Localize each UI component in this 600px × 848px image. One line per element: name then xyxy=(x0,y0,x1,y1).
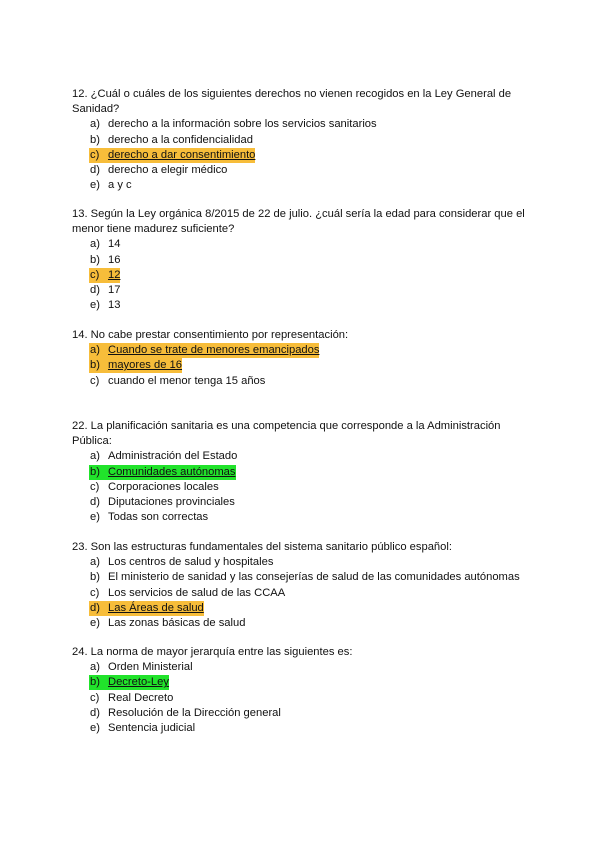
option-label: derecho a elegir médico xyxy=(108,163,228,176)
options-list xyxy=(72,237,532,313)
option-letter: e) xyxy=(90,299,100,312)
question-22 xyxy=(72,419,532,525)
option-letter: a) xyxy=(90,556,100,569)
question-23 xyxy=(72,540,532,631)
option-label: 14 xyxy=(108,238,121,251)
answer-highlight xyxy=(89,148,255,163)
option-label: Los centros de salud y hospitales xyxy=(108,556,274,569)
option-label: Las Áreas de salud xyxy=(108,601,204,614)
option-label: Corporaciones locales xyxy=(108,480,219,493)
option-letter: c) xyxy=(90,691,100,704)
option-item xyxy=(72,268,532,283)
option-letter: d) xyxy=(90,495,100,508)
option-item xyxy=(72,495,532,510)
option-letter: e) xyxy=(90,511,100,524)
option-letter: a) xyxy=(90,238,100,251)
option-label: Diputaciones provinciales xyxy=(108,495,235,508)
option-label: Los servicios de salud de las CCAA xyxy=(108,586,286,599)
option-item xyxy=(72,163,532,178)
option-letter: a) xyxy=(90,450,100,463)
option-item xyxy=(72,570,532,585)
option-label: Sentencia judicial xyxy=(108,721,196,734)
option-item xyxy=(72,449,532,464)
option-label: Real Decreto xyxy=(108,691,174,704)
option-letter: b) xyxy=(90,253,100,266)
option-label: Resolución de la Dirección general xyxy=(108,706,281,719)
option-letter: c) xyxy=(90,586,100,599)
option-letter: b) xyxy=(90,359,100,372)
question-text: 23. Son las estructuras fundamentales del sistema sanitario público español: xyxy=(72,541,452,553)
option-label: derecho a la confidencialidad xyxy=(108,133,253,146)
answer-highlight xyxy=(89,675,169,690)
option-letter: b) xyxy=(90,133,100,146)
question-12 xyxy=(72,87,532,193)
option-letter: d) xyxy=(90,706,100,719)
option-item xyxy=(72,117,532,132)
option-item xyxy=(72,480,532,495)
question-14 xyxy=(72,328,532,389)
option-letter: a) xyxy=(90,118,100,131)
option-item xyxy=(72,374,532,389)
option-letter: d) xyxy=(90,601,100,614)
option-label: Cuando se trate de menores emancipados xyxy=(108,344,320,357)
answer-highlight xyxy=(89,465,236,480)
question-24 xyxy=(72,645,532,736)
option-item xyxy=(72,178,532,193)
option-item xyxy=(72,343,532,358)
option-item xyxy=(72,601,532,616)
option-item xyxy=(72,465,532,480)
question-13 xyxy=(72,207,532,313)
option-letter: e) xyxy=(90,179,100,192)
option-label: 13 xyxy=(108,299,121,312)
option-label: derecho a la información sobre los servicios sanitarios xyxy=(108,118,377,131)
option-item xyxy=(72,510,532,525)
option-item xyxy=(72,148,532,163)
options-list xyxy=(72,555,532,631)
options-list xyxy=(72,117,532,193)
option-letter: b) xyxy=(90,676,100,689)
option-item xyxy=(72,721,532,736)
options-list xyxy=(72,343,532,389)
option-item xyxy=(72,675,532,690)
option-label: Decreto-Ley xyxy=(108,676,169,689)
question-text: 22. La planificación sanitaria es una competencia que corresponde a la Administración Pública: xyxy=(72,420,501,448)
option-item xyxy=(72,706,532,721)
option-item xyxy=(72,133,532,148)
option-letter: a) xyxy=(90,344,100,357)
option-label: Todas son correctas xyxy=(108,511,209,524)
option-item xyxy=(72,253,532,268)
answer-highlight xyxy=(89,358,182,373)
option-label: Comunidades autónomas xyxy=(108,465,236,478)
option-letter: e) xyxy=(90,616,100,629)
answer-highlight xyxy=(89,601,204,616)
option-label: 17 xyxy=(108,283,121,296)
answer-highlight xyxy=(89,343,319,358)
option-item xyxy=(72,298,532,313)
options-list xyxy=(72,660,532,736)
option-letter: c) xyxy=(90,480,100,493)
option-letter: c) xyxy=(90,148,100,161)
option-letter: d) xyxy=(90,163,100,176)
question-text: 14. No cabe prestar consentimiento por representación: xyxy=(72,329,349,341)
option-letter: c) xyxy=(90,374,100,387)
option-letter: b) xyxy=(90,571,100,584)
option-item xyxy=(72,616,532,631)
option-label: cuando el menor tenga 15 años xyxy=(108,374,266,387)
question-text: 24. La norma de mayor jerarquía entre las siguientes es: xyxy=(72,646,353,658)
option-letter: b) xyxy=(90,465,100,478)
option-label: Orden Ministerial xyxy=(108,661,193,674)
question-text: 12. ¿Cuál o cuáles de los siguientes derechos no vienen recogidos en la Ley General de Sanidad? xyxy=(72,88,512,116)
option-label: Administración del Estado xyxy=(108,450,238,463)
option-letter: e) xyxy=(90,721,100,734)
option-label: 16 xyxy=(108,253,121,266)
question-text: 13. Según la Ley orgánica 8/2015 de 22 de julio. ¿cuál sería la edad para considerar que el menor tiene madurez suficiente? xyxy=(72,208,525,236)
option-label: Las zonas básicas de salud xyxy=(108,616,246,629)
option-item xyxy=(72,555,532,570)
option-label: derecho a dar consentimiento xyxy=(108,148,256,161)
option-label: a y c xyxy=(108,179,132,192)
option-item xyxy=(72,237,532,252)
option-letter: c) xyxy=(90,268,100,281)
option-item xyxy=(72,586,532,601)
option-item xyxy=(72,358,532,373)
option-letter: d) xyxy=(90,283,100,296)
option-item xyxy=(72,691,532,706)
option-item xyxy=(72,660,532,675)
answer-highlight xyxy=(89,268,120,283)
option-label: mayores de 16 xyxy=(108,359,183,372)
options-list xyxy=(72,449,532,525)
option-item xyxy=(72,283,532,298)
option-label: 12 xyxy=(108,268,121,281)
option-label: El ministerio de sanidad y las consejerías de salud de las comunidades autónomas xyxy=(108,571,520,584)
option-letter: a) xyxy=(90,661,100,674)
